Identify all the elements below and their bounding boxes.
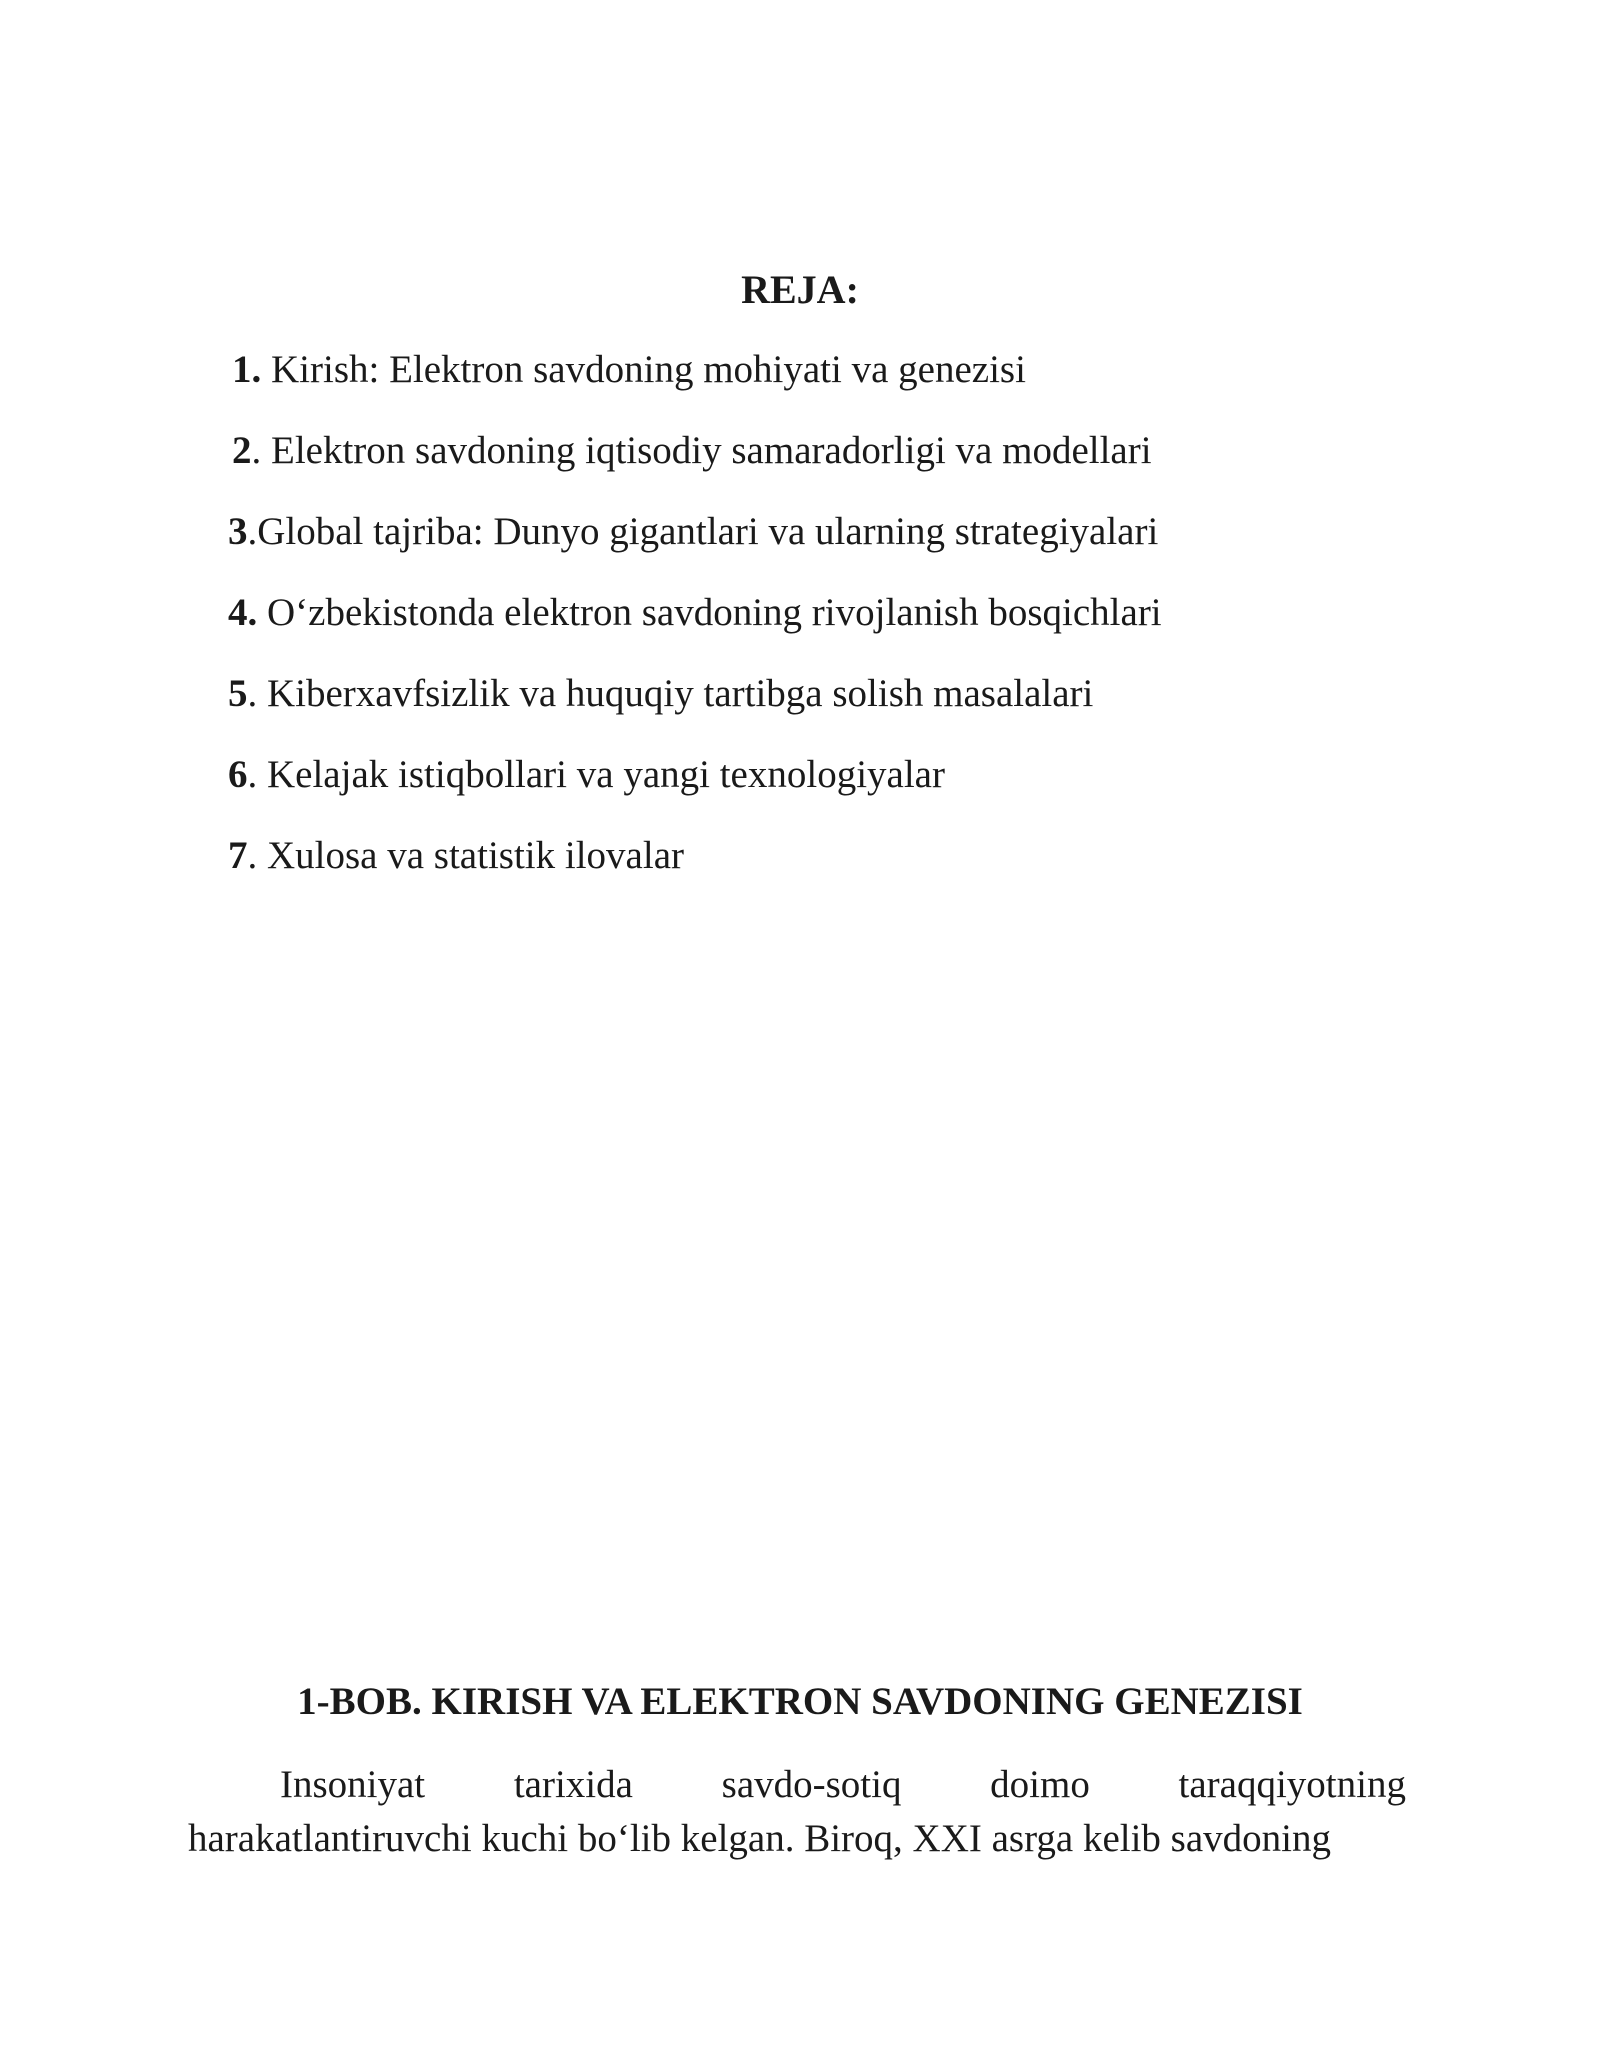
chapter-title: 1-BOB. KIRISH VA ELEKTRON SAVDONING GENEZISI [297,1680,1303,1723]
plan-item-number: 7 [228,834,248,877]
plan-item-number: 4. [228,591,258,634]
paragraph-line-1 [188,1758,1406,1812]
plan-item-2 [232,431,1152,470]
plan-item-text: Xulosa va statistik ilovalar [267,834,685,877]
paragraph-word: taraqqiyotning [1178,1763,1406,1806]
paragraph-word: Insoniyat [280,1763,426,1806]
paragraph-word: savdo-sotiq [721,1763,902,1806]
plan-item-5 [228,674,1093,713]
plan-item-separator [261,348,271,391]
paragraph-word: doimo [990,1763,1090,1806]
plan-item-text: Kiberxavfsizlik va huquqiy tartibga solish masalalari [267,672,1094,715]
plan-item-3 [228,512,1158,551]
plan-item-number: 5 [228,672,248,715]
plan-item-number: 1. [232,348,262,391]
plan-item-text: Kirish: Elektron savdoning mohiyati va genezisi [271,348,1026,391]
plan-title: REJA: [741,267,859,312]
plan-item-text: Kelajak istiqbollari va yangi texnologiyalar [267,753,945,796]
plan-item-separator [257,591,267,634]
plan-item-text: O‘zbekistonda elektron savdoning rivojlanish bosqichlari [267,591,1162,634]
plan-item-separator: . [247,510,258,553]
plan-item-1 [232,350,1026,389]
plan-item-6 [228,755,945,794]
plan-item-4 [228,593,1162,632]
plan-item-text: Elektron savdoning iqtisodiy samaradorligi va modellari [271,429,1152,472]
plan-item-separator: . [247,672,267,715]
plan-item-number: 2 [232,429,252,472]
plan-item-text: Global tajriba: Dunyo gigantlari va ularning strategiyalari [257,510,1159,553]
plan-item-separator: . [247,834,267,877]
plan-item-separator: . [247,753,267,796]
paragraph-line-2: harakatlantiruvchi kuchi bo‘lib kelgan. Biroq, XXI asrga kelib savdoning [188,1817,1331,1860]
plan-item-number: 3 [228,510,248,553]
plan-item-separator: . [251,429,271,472]
plan-item-7 [228,836,684,875]
paragraph-word: tarixida [513,1763,633,1806]
plan-item-number: 6 [228,753,248,796]
